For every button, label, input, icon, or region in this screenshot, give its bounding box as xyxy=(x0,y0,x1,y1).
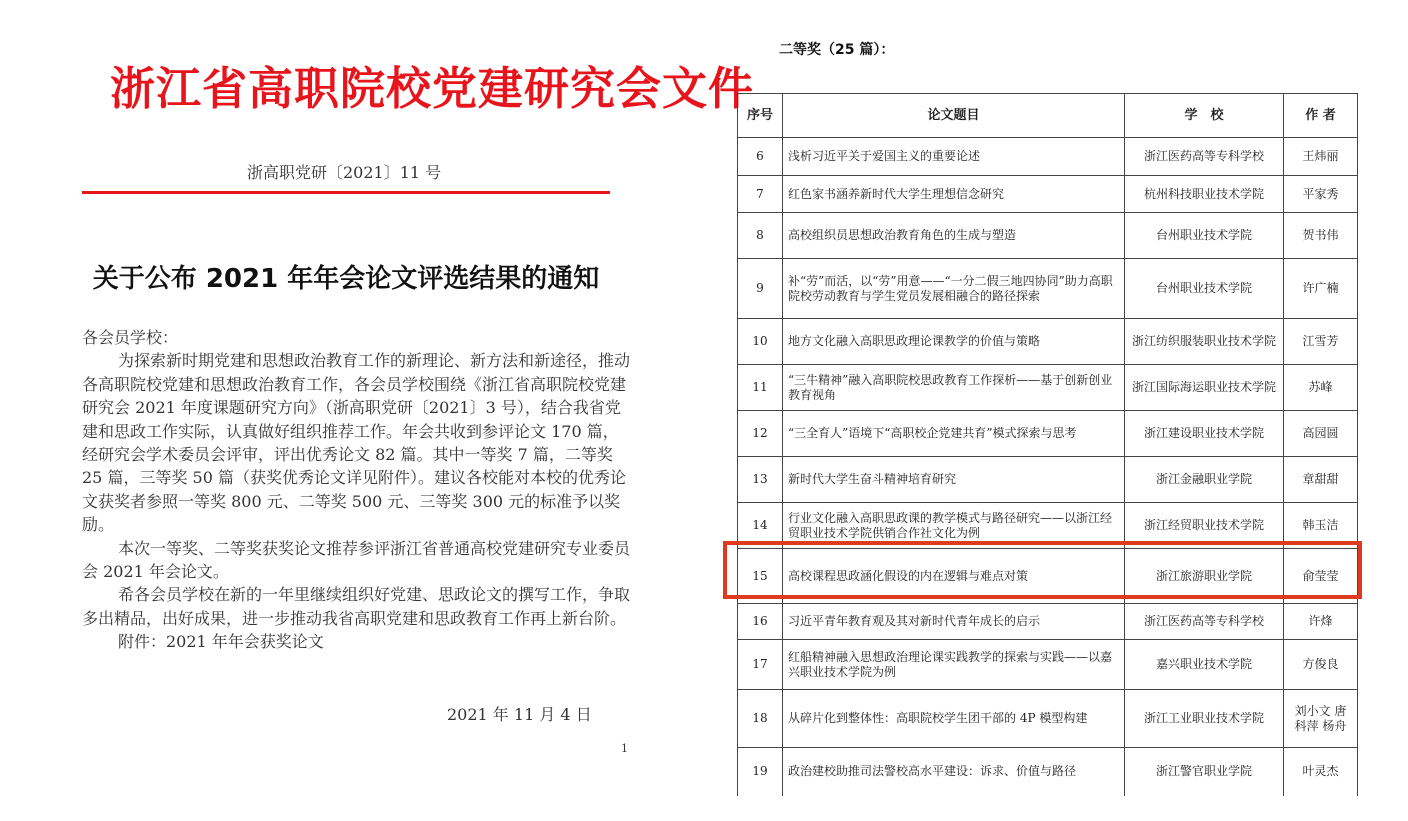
row-title: 政治建校助推司法警校高水平建设：诉求、价值与路径 xyxy=(783,748,1125,796)
document-header: 浙江省高职院校党建研究会文件 xyxy=(110,62,755,115)
paragraph: 本次一等奖、二等奖获奖论文推荐参评浙江省普通高校党建研究专业委员会 2021 年会论文。 xyxy=(82,538,631,582)
row-title: 地方文化融入高职思政理论课教学的价值与策略 xyxy=(783,319,1125,365)
row-author: 高园圆 xyxy=(1284,411,1358,457)
row-title: 新时代大学生奋斗精神培育研究 xyxy=(783,457,1125,503)
issue-date: 2021 年 11 月 4 日 xyxy=(447,705,592,724)
row-title: 红色家书涵养新时代大学生理想信念研究 xyxy=(783,176,1125,213)
table-row xyxy=(738,690,1358,748)
row-title: 高校组织员思想政治教育角色的生成与塑造 xyxy=(783,213,1125,259)
table-row xyxy=(738,640,1358,690)
row-no: 19 xyxy=(738,748,783,796)
row-no: 17 xyxy=(738,640,783,690)
row-author: 叶灵杰 xyxy=(1284,748,1358,796)
row-title: 高校课程思政涵化假设的内在逻辑与难点对策 xyxy=(783,549,1125,604)
row-school: 浙江纺织服装职业技术学院 xyxy=(1125,319,1284,365)
award-table xyxy=(737,93,1358,796)
row-author: 平家秀 xyxy=(1284,176,1358,213)
row-school: 杭州科技职业技术学院 xyxy=(1125,176,1284,213)
section-title: 二等奖（25 篇）： xyxy=(779,42,895,58)
row-school: 嘉兴职业技术学院 xyxy=(1125,640,1284,690)
row-no: 9 xyxy=(738,259,783,319)
row-school: 浙江警官职业学院 xyxy=(1125,748,1284,796)
attachment-note: 附件：2021 年年会获奖论文 xyxy=(118,632,324,652)
table-row xyxy=(738,176,1358,213)
header-no: 序号 xyxy=(738,94,783,138)
row-author: 许广楠 xyxy=(1284,259,1358,319)
row-school: 浙江国际海运职业技术学院 xyxy=(1125,365,1284,411)
row-author: 章甜甜 xyxy=(1284,457,1358,503)
row-title: “三全育人”语境下“高职校企党建共育”模式探索与思考 xyxy=(783,411,1125,457)
row-no: 13 xyxy=(738,457,783,503)
table-row xyxy=(738,319,1358,365)
row-school: 浙江工业职业技术学院 xyxy=(1125,690,1284,748)
row-title: 浅析习近平关于爱国主义的重要论述 xyxy=(783,138,1125,176)
table-row xyxy=(738,604,1358,640)
row-author: 苏峰 xyxy=(1284,365,1358,411)
notice-title: 关于公布 2021 年年会论文评选结果的通知 xyxy=(92,264,600,294)
row-school: 浙江旅游职业学院 xyxy=(1125,549,1284,604)
row-author: 许烽 xyxy=(1284,604,1358,640)
row-no: 10 xyxy=(738,319,783,365)
row-no: 18 xyxy=(738,690,783,748)
row-author: 江雪芳 xyxy=(1284,319,1358,365)
row-author: 俞莹莹 xyxy=(1284,549,1358,604)
table-row xyxy=(738,365,1358,411)
table-row xyxy=(738,748,1358,796)
row-no: 8 xyxy=(738,213,783,259)
header-title: 论文题目 xyxy=(783,94,1125,138)
row-author: 刘小文 唐科萍 杨舟 xyxy=(1284,690,1358,748)
row-author: 韩玉洁 xyxy=(1284,503,1358,549)
row-no: 6 xyxy=(738,138,783,176)
highlight-box xyxy=(723,541,1362,599)
row-no: 14 xyxy=(738,503,783,549)
row-title: 习近平青年教育观及其对新时代青年成长的启示 xyxy=(783,604,1125,640)
row-school: 台州职业技术学院 xyxy=(1125,259,1284,319)
row-author: 王炜丽 xyxy=(1284,138,1358,176)
row-title: 补“劳”而活，以“劳”用意——“一分二假三地四协同”助力高职院校劳动教育与学生党员发展相融合的路径探索 xyxy=(783,259,1125,319)
row-no: 11 xyxy=(738,365,783,411)
paragraph: 希各会员学校在新的一年里继续组织好党建、思政论文的撰写工作，争取多出精品，出好成果，进一步推动我省高职党建和思政教育工作再上新台阶。 xyxy=(82,585,631,628)
salutation: 各会员学校： xyxy=(82,328,179,347)
page-number: 1 xyxy=(621,742,628,755)
row-no: 7 xyxy=(738,176,783,213)
row-no: 15 xyxy=(738,549,783,604)
red-divider xyxy=(82,191,610,194)
row-school: 台州职业技术学院 xyxy=(1125,213,1284,259)
row-title: 行业文化融入高职思政课的教学模式与路径研究——以浙江经贸职业技术学院供销合作社文化为例 xyxy=(783,503,1125,549)
document-number: 浙高职党研〔2021〕11 号 xyxy=(247,163,442,182)
row-no: 12 xyxy=(738,411,783,457)
row-school: 浙江医药高等专科学校 xyxy=(1125,138,1284,176)
row-title: 从碎片化到整体性：高职院校学生团干部的 4P 模型构建 xyxy=(783,690,1125,748)
table-row xyxy=(738,213,1358,259)
row-author: 贺书伟 xyxy=(1284,213,1358,259)
table-row xyxy=(738,259,1358,319)
paragraph: 为探索新时期党建和思想政治教育工作的新理论、新方法和新途径，推动各高职院校党建和思想政治教育工作，各会员学校围绕《浙江省高职院校党建研究会 2021 年度课题研究方向》（浙高职党研〔2021〕3 号），结合我省党建和思政工作实际，认真做好组织推荐工作。年会共收到参评论文 170 篇，经研究会学术委员会评审，评出优秀论文 82 篇。其中一等奖 7 篇，二等奖 25 篇，三等奖 50 篇（获奖优秀论文详见附件）。建议各校能对本校的优秀论文获奖者参照一等奖 800 元、二等奖 500 元、三等奖 300 元的标准予以奖励。 xyxy=(82,351,631,535)
table-header-row xyxy=(738,94,1358,138)
table-row xyxy=(738,411,1358,457)
row-author: 方俊良 xyxy=(1284,640,1358,690)
header-school: 学 校 xyxy=(1125,94,1284,138)
row-school: 浙江医药高等专科学校 xyxy=(1125,604,1284,640)
header-author: 作 者 xyxy=(1284,94,1358,138)
row-title: 红船精神融入思想政治理论课实践教学的探索与实践——以嘉兴职业技术学院为例 xyxy=(783,640,1125,690)
row-school: 浙江金融职业学院 xyxy=(1125,457,1284,503)
row-school: 浙江经贸职业技术学院 xyxy=(1125,503,1284,549)
row-no: 16 xyxy=(738,604,783,640)
table-row xyxy=(738,457,1358,503)
notice-body xyxy=(82,326,630,654)
row-school: 浙江建设职业技术学院 xyxy=(1125,411,1284,457)
table-row xyxy=(738,138,1358,176)
row-title: “三牛精神”融入高职院校思政教育工作探析——基于创新创业教育视角 xyxy=(783,365,1125,411)
